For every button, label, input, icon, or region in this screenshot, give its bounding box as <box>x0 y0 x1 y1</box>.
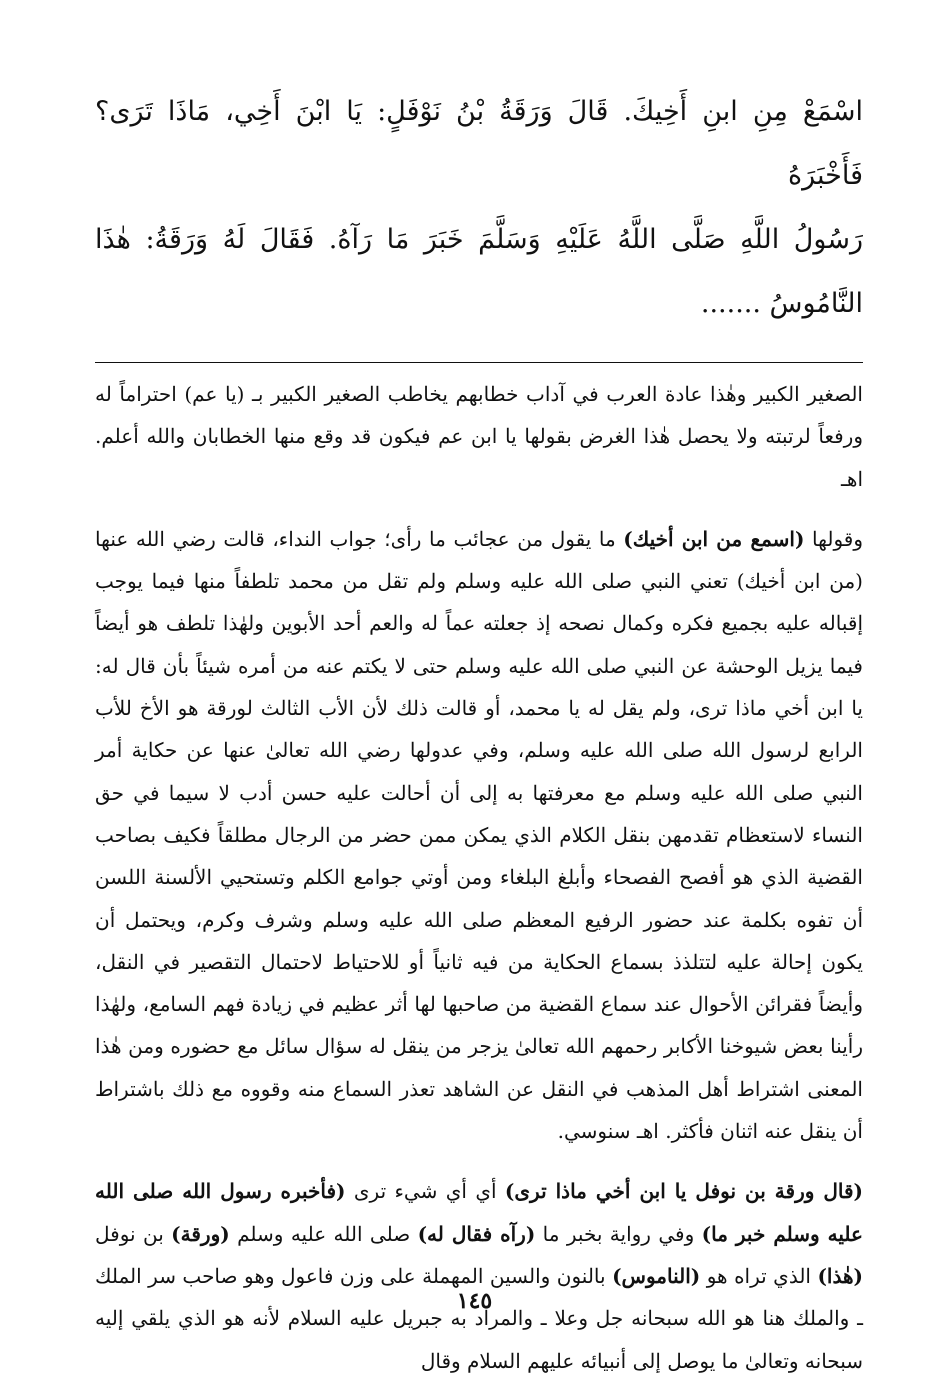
p2-text-c: ما يقول من عجائب ما رأى؛ جواب النداء، قالت رضي الله عنها (من ابن أخيك) تعني النبي صلى الله عليه وسلم ولم تقل من محمد تلطفاً منها فيما يوجب إقباله عليه بجميع فكره وكمال نصحه إذ جعلته عماً له والعم أحد الأبوين ولهٰذا تلطف هو أيضاً فيما يزيل الوحشة عن النبي صلى الله عليه وسلم حتى لا يكتم عنه من أمره شيئاً بأن قال له: يا ابن أخي ماذا ترى، ولم يقل له يا محمد، أو قالت ذلك لأن الأب الثالث لورقة هو الأخ للأب الرابع لرسول الله صلى الله عليه وسلم، وفي عدولها رضي الله تعالىٰ عنها عن حكاية أمر النبي صلى الله عليه وسلم مع معرفتها به إلى أن أحالت عليه حسن أدب لا سيما في حق النساء لاستعظام تقدمهن بنقل الكلام الذي يمكن ممن حضر من الرجال مطلقاً فكيف بصاحب القضية الذي هو أفصح الفصحاء وأبلغ البلغاء ومن أوتي جوامع الكلم وتستحيي الألسنة اللسن أن تفوه بكلمة عند حضور الرفيع المعظم صلى الله عليه وسلم وشرف وكرم، ويحتمل أن يكون إحالة عليه لتتلذذ بسماع الحكاية من فيه ثانياً أو للاحتياط لاحتمال التقصير في النقل، وأيضاً فقرائن الأحوال عند سماع القضية من صاحبها لها أثر عظيم في زيادة فهم السامع، ولهٰذا رأينا بعض شيوخنا الأكابر رحمهم الله تعالىٰ يزجر من ينقل له سؤال سائل مع حضوره ومن هٰذا المعنى اشتراط أهل المذهب في النقل عن الشاهد تعذر السماع منه وقووه مع ذلك باشتراط أن ينقل عنه اثنان فأكثر. اهـ سنوسي. <box>95 526 863 1144</box>
p3-quote-11: (الناموس) <box>612 1263 701 1288</box>
p3-quote-3: (فأخبره رسول الله صلى الله عليه وسلم خبر ما) <box>95 1179 863 1246</box>
p3-quote-7: (ورقة) <box>171 1221 230 1246</box>
commentary-paragraph-2 <box>95 518 863 1152</box>
p3-text-10: الذي تراه هو <box>700 1263 818 1288</box>
hadith-text-line-2: رَسُولُ اللَّهِ صَلَّى اللَّهُ عَلَيْهِ وَسَلَّمَ خَبَرَ مَا رَآهُ. فَقَالَ لَهُ وَرَقَةُ: هٰذَا النَّامُوسُ ....... <box>95 224 863 319</box>
footnote-divider <box>95 362 863 363</box>
page-body <box>95 80 863 1382</box>
p3-text-2: أي أي شيء ترى <box>345 1179 505 1204</box>
p3-quote-1: (قال ورقة بن نوفل يا ابن أخي ماذا ترى) <box>504 1179 864 1204</box>
commentary-paragraph-1: الصغير الكبير وهٰذا عادة العرب في آداب خطابهم يخاطب الصغير الكبير بـ (يا عم) احتراماً له ورفعاً لرتبته ولا يحصل هٰذا الغرض بقولها يا ابن عم فيكون قد وقع منها الخطابان والله أعلم. اهـ <box>95 382 863 491</box>
paragraph-gap <box>95 1152 863 1170</box>
p3-quote-9: (هٰذا) <box>817 1263 863 1288</box>
commentary-paragraph-3 <box>95 1170 863 1381</box>
p3-text-4: وفي رواية بخبر ما <box>535 1221 702 1246</box>
p3-quote-5: (رآه فقال له) <box>417 1221 536 1246</box>
p2-text-a: وقولها <box>804 526 863 551</box>
paragraph-gap <box>95 500 863 518</box>
hadith-text-line-1: اسْمَعْ مِنِ ابنِ أَخِيكَ. قَالَ وَرَقَةُ بْنُ نَوْفَلٍ: يَا ابْنَ أَخِي، مَاذَا تَرَى؟ فَأَخْبَرَهُ <box>95 96 863 191</box>
p3-text-8: بن نوفل <box>95 1221 172 1246</box>
page-number: ١٤٥ <box>456 1288 493 1314</box>
p3-text-6: صلى الله عليه وسلم <box>229 1221 418 1246</box>
p2-quoted-phrase: (اسمع من ابن أخيك) <box>623 526 805 551</box>
p3-text-12: بالنون والسين المهملة على وزن فاعول وهو صاحب سر الملك ـ والملك هنا هو الله سبحانه جل وعلا ـ والمراد به جبريل عليه السلام لأنه هو الذي يلقي إليه سبحانه وتعالىٰ ما يوصل إلى أنبيائه عليهم السلام وقال <box>95 1263 863 1373</box>
